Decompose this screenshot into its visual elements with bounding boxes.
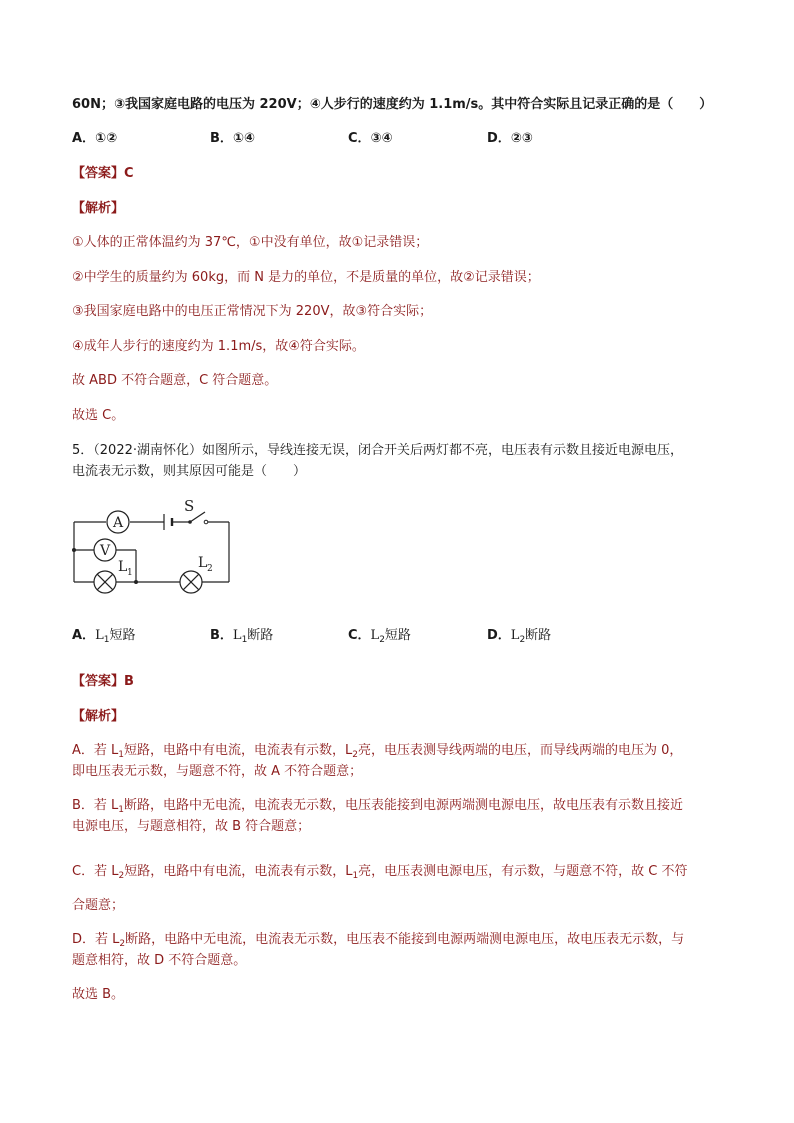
q5-analysis-d-line-2: 题意相符，故 D 不符合题意。	[72, 953, 247, 968]
q5-analysis-b-line-2: 电源电压，与题意相符，故 B 符合题意；	[72, 819, 311, 834]
q4-option-b: B．①④	[210, 131, 255, 146]
q5-option-d: D．$L_2$断路	[487, 628, 552, 645]
voltmeter-label: V	[99, 543, 111, 559]
q4-option-d: D．②③	[487, 131, 533, 146]
q4-analysis-line-2: ②中学生的质量约为 60kg，而 N 是力的单位，不是质量的单位，故②记录错误；	[72, 270, 540, 285]
q5-option-c: C．$L_2$短路	[348, 628, 411, 645]
q5-option-a: A．$L_1$短路	[72, 628, 136, 645]
q5-analysis-c-line-1: C．若 $L_2$短路，电路中有电流，电流表有示数，$L_1$亮，电压表测电源电压，有示数，与题意不符，故 C 不符	[72, 864, 688, 881]
q4-analysis-line-4: ④成年人步行的速度约为 1.1m/s，故④符合实际。	[72, 339, 365, 354]
q5-answer: 【答案】B	[72, 674, 134, 689]
q5-analysis-d-line-1: D．若 $L_2$断路，电路中无电流，电流表无示数，电压表不能接到电源两端测电源电压，故电压表无示数，与	[72, 932, 685, 949]
switch-pivot	[188, 520, 192, 524]
lamp-l1-subscript: 1	[127, 568, 133, 578]
q4-option-a: A．①②	[72, 131, 118, 146]
q4-analysis-line-1: ①人体的正常体温约为 37℃，①中没有单位，故①记录错误；	[72, 235, 429, 250]
q4-analysis-line-3: ③我国家庭电路中的电压正常情况下为 220V，故③符合实际；	[72, 304, 433, 319]
junction-dot-left	[72, 548, 76, 552]
junction-dot-mid	[134, 580, 138, 584]
circuit-diagram	[66, 495, 246, 600]
lamp-l2-subscript: 2	[207, 564, 213, 574]
q5-option-b: B．$L_1$断路	[210, 628, 274, 645]
q4-conclusion: 故选 C。	[72, 408, 125, 423]
q5-analysis-a-line-1: A．若 $L_1$短路，电路中有电流，电流表有示数，$L_2$亮，电压表测导线两端的电压，而导线两端的电压为 0，	[72, 743, 683, 760]
q5-stem-line-2: 电流表无示数，则其原因可能是（ ）	[72, 464, 307, 479]
q5-analysis-c-line-2: 合题意；	[72, 898, 125, 913]
lamp-l2-label: L	[198, 555, 208, 571]
q4-answer: 【答案】C	[72, 166, 134, 181]
q5-analysis-label: 【解析】	[72, 709, 125, 724]
q5-analysis-a-line-2: 即电压表无示数，与题意不符，故 A 不符合题意；	[72, 764, 363, 779]
q5-conclusion: 故选 B。	[72, 987, 125, 1002]
q4-stem: 60N；③我国家庭电路的电压为 220V；④人步行的速度约为 1.1m/s。其中符合实际且记录正确的是（ ）	[72, 97, 713, 112]
q5-stem-line-1: 5．（2022·湖南怀化）如图所示，导线连接无误，闭合开关后两灯都不亮，电压表有示数且接近电源电压，	[72, 443, 683, 458]
switch-label: S	[184, 497, 195, 515]
q4-analysis-line-5: 故 ABD 不符合题意，C 符合题意。	[72, 373, 278, 388]
q4-option-c: C．③④	[348, 131, 393, 146]
q5-analysis-b-line-1: B．若 $L_1$断路，电路中无电流，电流表无示数，电压表能接到电源两端测电源电压，故电压表有示数且接近	[72, 798, 684, 815]
ammeter-label: A	[112, 515, 124, 531]
switch-contact	[204, 520, 208, 524]
q4-analysis-label: 【解析】	[72, 201, 125, 216]
lamp-l1-label: L	[118, 559, 128, 575]
